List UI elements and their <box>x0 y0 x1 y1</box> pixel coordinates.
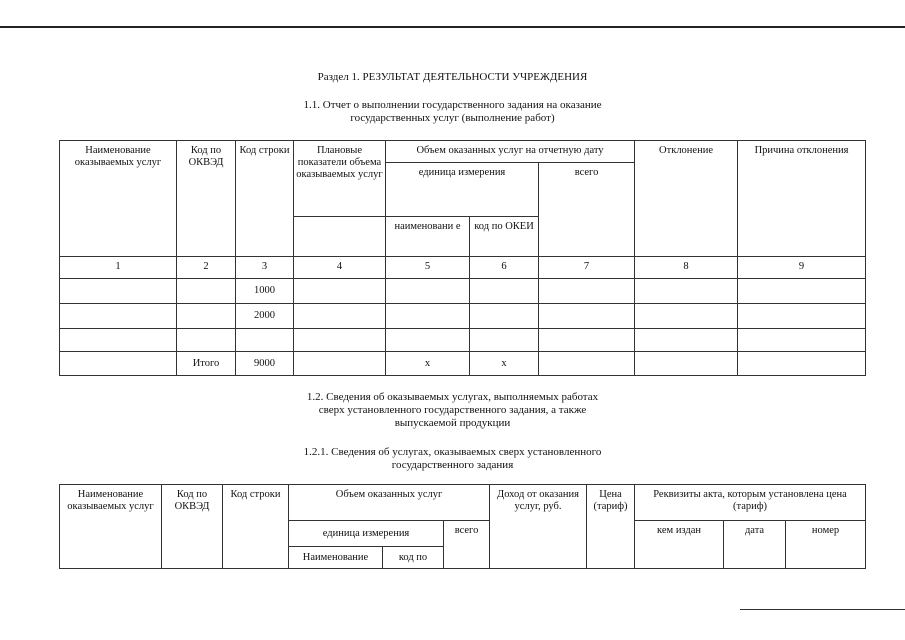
table-cell <box>738 279 866 304</box>
header-line-code: Код строки <box>223 485 289 569</box>
table-row <box>60 279 866 304</box>
column-number: 1 <box>60 257 177 279</box>
subsection-1-2-title: 1.2. Сведения об оказываемых услугах, выполняемых работах сверх установленного государственного задания, а также выпускаемой продукции <box>306 391 599 429</box>
header-date: дата <box>724 521 786 569</box>
column-number: 7 <box>539 257 635 279</box>
header-unit-name: Наименование <box>289 547 383 569</box>
scan-top-border-line <box>0 26 905 28</box>
header-okved-code: Код по ОКВЭД <box>162 485 223 569</box>
table-cell <box>60 352 177 376</box>
header-unit-of-measure: единица измерения <box>289 521 444 547</box>
table-cell <box>738 352 866 376</box>
header-volume-provided: Объем оказанных услуг на отчетную дату <box>386 141 635 163</box>
table-cell <box>294 329 386 352</box>
table-cell <box>60 279 177 304</box>
table-cell <box>60 329 177 352</box>
table-cell <box>635 304 738 329</box>
table-cell <box>635 279 738 304</box>
header-issued-by: кем издан <box>635 521 724 569</box>
header-total: всего <box>444 521 490 569</box>
table-cell <box>386 329 470 352</box>
header-act-details: Реквизиты акта, которым установлена цена (тариф) <box>635 485 866 521</box>
total-label: Итого <box>177 352 236 376</box>
table-cell <box>177 304 236 329</box>
table-cell <box>386 279 470 304</box>
table-cell <box>60 304 177 329</box>
table-cell <box>294 279 386 304</box>
table-cell <box>539 329 635 352</box>
table-cell <box>539 304 635 329</box>
extra-services-table <box>59 484 866 569</box>
column-number: 8 <box>635 257 738 279</box>
column-number-row <box>60 257 866 279</box>
table-cell <box>635 352 738 376</box>
table-cell <box>177 329 236 352</box>
column-number: 4 <box>294 257 386 279</box>
column-number: 3 <box>236 257 294 279</box>
header-planned-empty <box>294 217 386 257</box>
table-cell <box>738 329 866 352</box>
header-okved-code: Код по ОКВЭД <box>177 141 236 257</box>
column-number: 2 <box>177 257 236 279</box>
table-cell <box>294 352 386 376</box>
table-cell <box>177 279 236 304</box>
subsection-1-1-title: 1.1. Отчет о выполнении государственного задания на оказание государственных услуг (выполнение работ) <box>303 99 602 124</box>
header-deviation-reason: Причина отклонения <box>738 141 866 257</box>
header-okei-code: код по ОКЕИ <box>470 217 539 257</box>
table-cell: x <box>386 352 470 376</box>
header-volume-provided: Объем оказанных услуг <box>289 485 490 521</box>
header-unit-of-measure: единица измерения <box>386 163 539 217</box>
header-price: Цена (тариф) <box>587 485 635 569</box>
total-line-code: 9000 <box>236 352 294 376</box>
header-unit-code: код по <box>383 547 444 569</box>
header-service-name: Наименование оказываемых услуг <box>60 485 162 569</box>
table-cell: 1000 <box>236 279 294 304</box>
services-report-table <box>59 140 866 376</box>
column-number: 9 <box>738 257 866 279</box>
header-planned-volume: Плановые показатели объема оказываемых услуг <box>294 141 386 217</box>
subsection-1-2-1-title: 1.2.1. Сведения об услугах, оказываемых сверх установленного государственного задания <box>303 446 602 471</box>
table-row-total <box>60 352 866 376</box>
header-total: всего <box>539 163 635 257</box>
table-cell <box>539 279 635 304</box>
table-cell <box>386 304 470 329</box>
table-row <box>60 329 866 352</box>
header-number: номер <box>786 521 866 569</box>
table-cell: x <box>470 352 539 376</box>
table-cell <box>470 329 539 352</box>
table-cell: 2000 <box>236 304 294 329</box>
header-deviation: Отклонение <box>635 141 738 257</box>
header-income: Доход от оказания услуг, руб. <box>490 485 587 569</box>
column-number: 6 <box>470 257 539 279</box>
table-cell <box>635 329 738 352</box>
column-number: 5 <box>386 257 470 279</box>
scan-bottom-line <box>740 609 905 610</box>
table-row <box>60 304 866 329</box>
header-service-name: Наименование оказываемых услуг <box>60 141 177 257</box>
section-title: Раздел 1. РЕЗУЛЬТАТ ДЕЯТЕЛЬНОСТИ УЧРЕЖДЕНИЯ <box>317 71 588 83</box>
table-cell <box>470 304 539 329</box>
table-cell <box>294 304 386 329</box>
table-cell <box>539 352 635 376</box>
table-cell <box>738 304 866 329</box>
table-cell <box>470 279 539 304</box>
table-cell <box>236 329 294 352</box>
header-unit-name: наименовани е <box>386 217 470 257</box>
header-line-code: Код строки <box>236 141 294 257</box>
